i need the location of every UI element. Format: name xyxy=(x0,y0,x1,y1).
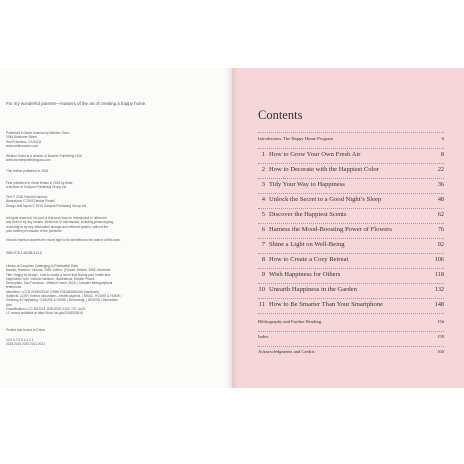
edition-note: This edition published in 2018. xyxy=(6,169,50,173)
divider xyxy=(258,163,444,164)
toc-intro[interactable] xyxy=(258,136,444,146)
divider xyxy=(258,298,444,299)
toc-title: Introduction: The Happy Home Program xyxy=(258,136,333,141)
toc-page: 76 xyxy=(437,226,444,233)
toc-title: Shine a Light on Well-Being xyxy=(269,241,345,248)
chapter-number: 10 xyxy=(258,286,265,293)
toc-title: Wish Happiness for Others xyxy=(269,271,341,278)
divider xyxy=(258,253,444,254)
book-spread xyxy=(0,68,464,388)
publisher-block: Published in North America by Weldon Owen 1045 Sansome Street San Francisco, CA 94111 www.weldonowen.com xyxy=(6,131,70,148)
toc-bibliography[interactable] xyxy=(258,319,444,329)
toc-chapter-3[interactable] xyxy=(258,181,444,191)
toc-title: How to Grow Your Own Fresh Air xyxy=(269,151,361,158)
divider xyxy=(258,178,444,179)
toc-page: 6 xyxy=(441,136,444,141)
toc-page: 8 xyxy=(440,151,444,158)
toc-page: 36 xyxy=(437,181,444,188)
chapter-number: 4 xyxy=(261,196,265,203)
toc-title: Acknowledgments and Credits xyxy=(258,349,315,354)
rights-block: All rights reserved. No part of this work may be reproduced or utilized in any form or by any means, electronic or mechanical, including photocopying, recording or by any information storage and retrieval system, without the prior written permission of the publisher. xyxy=(6,216,115,233)
toc-page: 156 xyxy=(437,319,444,324)
chapter-number: 5 xyxy=(261,211,265,218)
toc-chapter-1[interactable] xyxy=(258,151,444,161)
toc-page: 62 xyxy=(437,211,444,218)
toc-acknowledgments[interactable] xyxy=(258,349,444,359)
toc-page: 92 xyxy=(437,241,444,248)
division-block: Weldon Owen is a division of Bonnier Publishing USA www.bonnierpublishingusa.com xyxy=(6,154,82,163)
divider xyxy=(258,268,444,269)
divider xyxy=(258,283,444,284)
toc-title: Unlock the Secret to a Good Night’s Sleep xyxy=(269,196,382,203)
divider xyxy=(258,331,444,332)
toc-title: How to Create a Cozy Retreat xyxy=(269,256,349,263)
toc-page: 48 xyxy=(437,196,444,203)
toc-title: Discover the Happiest Scents xyxy=(269,211,347,218)
toc-title: Bibliography and Further Reading xyxy=(258,319,322,324)
toc-chapter-11[interactable] xyxy=(258,301,444,311)
chapter-number: 9 xyxy=(261,271,265,278)
chapter-number: 3 xyxy=(261,181,265,188)
chapter-number: 1 xyxy=(261,151,265,158)
dedication: For my wonderful parents—masters of the art of creating a happy home. xyxy=(6,101,147,106)
chapter-number: 7 xyxy=(261,241,265,248)
divider xyxy=(258,223,444,224)
chapter-number: 8 xyxy=(261,256,265,263)
toc-chapter-4[interactable] xyxy=(258,196,444,206)
divider xyxy=(258,193,444,194)
toc-page: 158 xyxy=(437,334,444,339)
divider xyxy=(258,132,444,133)
toc-page: 106 xyxy=(434,256,444,263)
cip-block: Library of Congress Cataloging-in-Publication Data Names: Harrison, Victoria, 1980- author. | Powell, Debbie, 1982- illustrator. Title: Happy by design : how to create a home that boosts your health and happiness / text: Victoria Harrison ; illustrations: Debbie Powell. Description: San Francisco : Weldon Owen, 2018. | Includes bibliographical references. Identifiers: LCCN 2018002616 | ISBN 9781681884158 (hardback) Subjects: LCSH: Interior decoration—Health aspects. | BISAC: HOUSE & HOME / Cleaning & Caretaking. | HOUSE & HOME / Decorating. | DESIGN / Decorative Arts. Classification: LCC NK2113 .H35 2018 | DDC 747--dc23 LC record available at https://lccn.loc.gov/2018002616 xyxy=(6,264,122,316)
toc-chapter-2[interactable] xyxy=(258,166,444,176)
toc-title: Index xyxy=(258,334,269,339)
toc-page: 118 xyxy=(434,271,444,278)
toc-page: 160 xyxy=(437,349,444,354)
chapter-number: 6 xyxy=(261,226,265,233)
toc-page: 148 xyxy=(434,301,444,308)
first-published-block: First published in Great Britain in 2018 by Aster, a division of Octopus Publishing Group Ltd xyxy=(6,181,74,190)
printed-in: Printed and bound in China xyxy=(6,328,45,332)
toc-title: Tidy Your Way to Happiness xyxy=(269,181,345,188)
divider xyxy=(258,313,444,314)
moral-rights-note: Victoria Harrison asserts the moral right to be identified as the author of this work. xyxy=(6,238,121,242)
contents-page xyxy=(232,68,464,388)
toc-title: How to Decorate with the Happiest Color xyxy=(269,166,379,173)
copyright-block: Text © 2018 Victoria Harrison Illustrations © 2018 Debbie Powell Design and layout © 2018 Octopus Publishing Group Ltd xyxy=(6,195,87,208)
toc-chapter-8[interactable] xyxy=(258,256,444,266)
print-line: 10 9 8 7 6 5 4 3 2 1 2018 2019 2020 2021 2022 xyxy=(6,338,45,347)
chapter-number: 11 xyxy=(258,301,265,308)
toc-index[interactable] xyxy=(258,334,444,344)
toc-title: How to Be Smarter Than Your Smartphone xyxy=(269,301,383,308)
toc-chapter-9[interactable] xyxy=(258,271,444,281)
toc-chapter-6[interactable] xyxy=(258,226,444,236)
toc-chapter-10[interactable] xyxy=(258,286,444,296)
chapter-number: 2 xyxy=(261,166,265,173)
copyright-page xyxy=(0,68,232,388)
toc-chapter-7[interactable] xyxy=(258,241,444,251)
page-title: Contents xyxy=(258,108,303,122)
divider xyxy=(258,346,444,347)
toc-title: Unearth Happiness in the Garden xyxy=(269,286,357,293)
toc-page: 132 xyxy=(434,286,444,293)
isbn: ISBN 978-1-68188-413-8 xyxy=(6,251,42,255)
divider xyxy=(258,148,444,149)
divider xyxy=(258,208,444,209)
divider xyxy=(258,238,444,239)
toc-title: Harness the Mood-Boosting Power of Flowers xyxy=(269,226,392,233)
toc-page: 22 xyxy=(437,166,444,173)
toc-chapter-5[interactable] xyxy=(258,211,444,221)
